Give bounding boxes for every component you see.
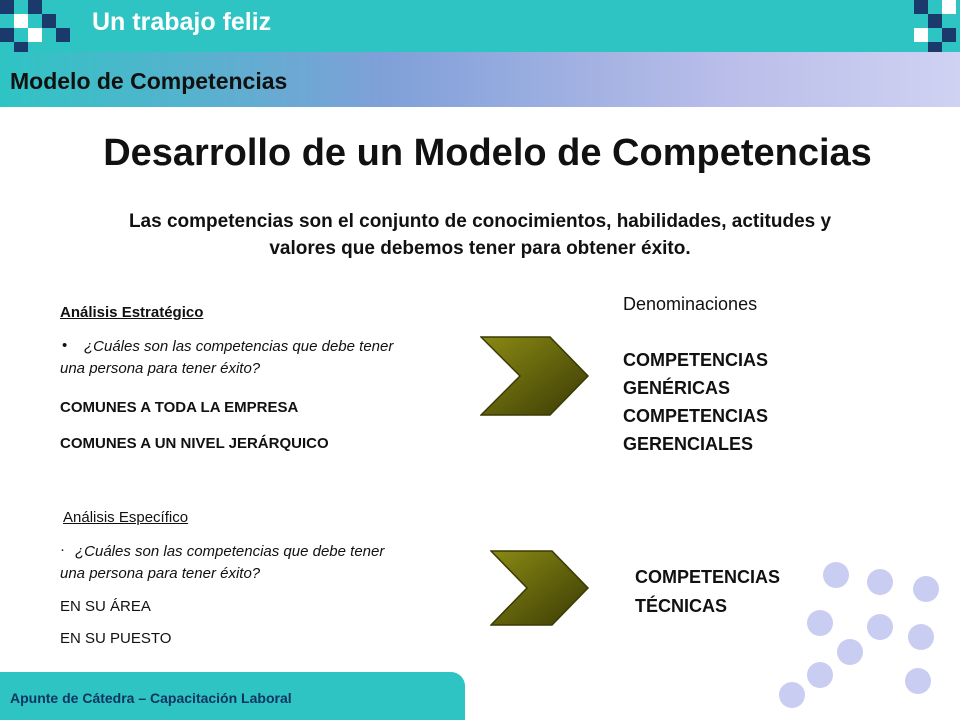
logo-squares-left-icon: [0, 0, 90, 52]
intro-text: [20, 208, 940, 262]
decorative-circle: [905, 668, 931, 694]
bullet-icon: •: [62, 337, 68, 354]
strategic-item-1: COMUNES A TODA LA EMPRESA: [60, 399, 299, 416]
technical-line-2: TÉCNICAS: [635, 596, 728, 616]
strategic-question-line-2: una persona para tener éxito?: [60, 360, 261, 377]
denominations-label: Denominaciones: [623, 294, 758, 314]
denomination-line-4: GERENCIALES: [623, 434, 754, 454]
decorative-circle: [837, 639, 863, 665]
decorative-circle: [779, 682, 805, 708]
decorative-circle: [807, 610, 833, 636]
chevron-right-arrow-icon: [480, 336, 590, 416]
footer-text: Apunte de Cátedra – Capacitación Laboral: [10, 690, 292, 706]
decorative-circle: [913, 576, 939, 602]
denomination-line-1: COMPETENCIAS: [623, 350, 769, 370]
strategic-analysis-title: Análisis Estratégico: [60, 304, 204, 321]
strategic-question-line-1: ¿Cuáles son las competencias que debe tener: [84, 338, 394, 355]
decorative-circle: [908, 624, 934, 650]
section-title: Modelo de Competencias: [10, 68, 288, 94]
decorative-circle: [807, 662, 833, 688]
decorative-circle: [823, 562, 849, 588]
intro-line-2: valores que debemos tener para obtener éxito.: [269, 238, 691, 259]
specific-item-2: EN SU PUESTO: [60, 630, 172, 647]
specific-question-line-1: ¿Cuáles son las competencias que debe tener: [75, 543, 385, 560]
technical-line-1: COMPETENCIAS: [635, 567, 781, 587]
denomination-line-2: GENÉRICAS: [623, 378, 731, 398]
decorative-circle: [867, 569, 893, 595]
specific-question-line-2: una persona para tener éxito?: [60, 565, 261, 582]
page-title: Desarrollo de un Modelo de Competencias: [103, 132, 872, 174]
decorative-circles: [770, 555, 960, 720]
denomination-line-3: COMPETENCIAS: [623, 406, 769, 426]
app-title: Un trabajo feliz: [92, 8, 272, 36]
decorative-circle: [867, 614, 893, 640]
intro-line-1: Las competencias son el conjunto de conocimientos, habilidades, actitudes y: [128, 211, 832, 232]
specific-item-1: EN SU ÁREA: [60, 598, 151, 615]
strategic-item-2: COMUNES A UN NIVEL JERÁRQUICO: [60, 435, 329, 452]
chevron-right-arrow-icon: [490, 550, 590, 626]
logo-squares-right-icon: [900, 0, 960, 52]
specific-analysis-title: Análisis Específico: [63, 509, 189, 526]
bullet-dot-icon: ·: [60, 541, 65, 558]
